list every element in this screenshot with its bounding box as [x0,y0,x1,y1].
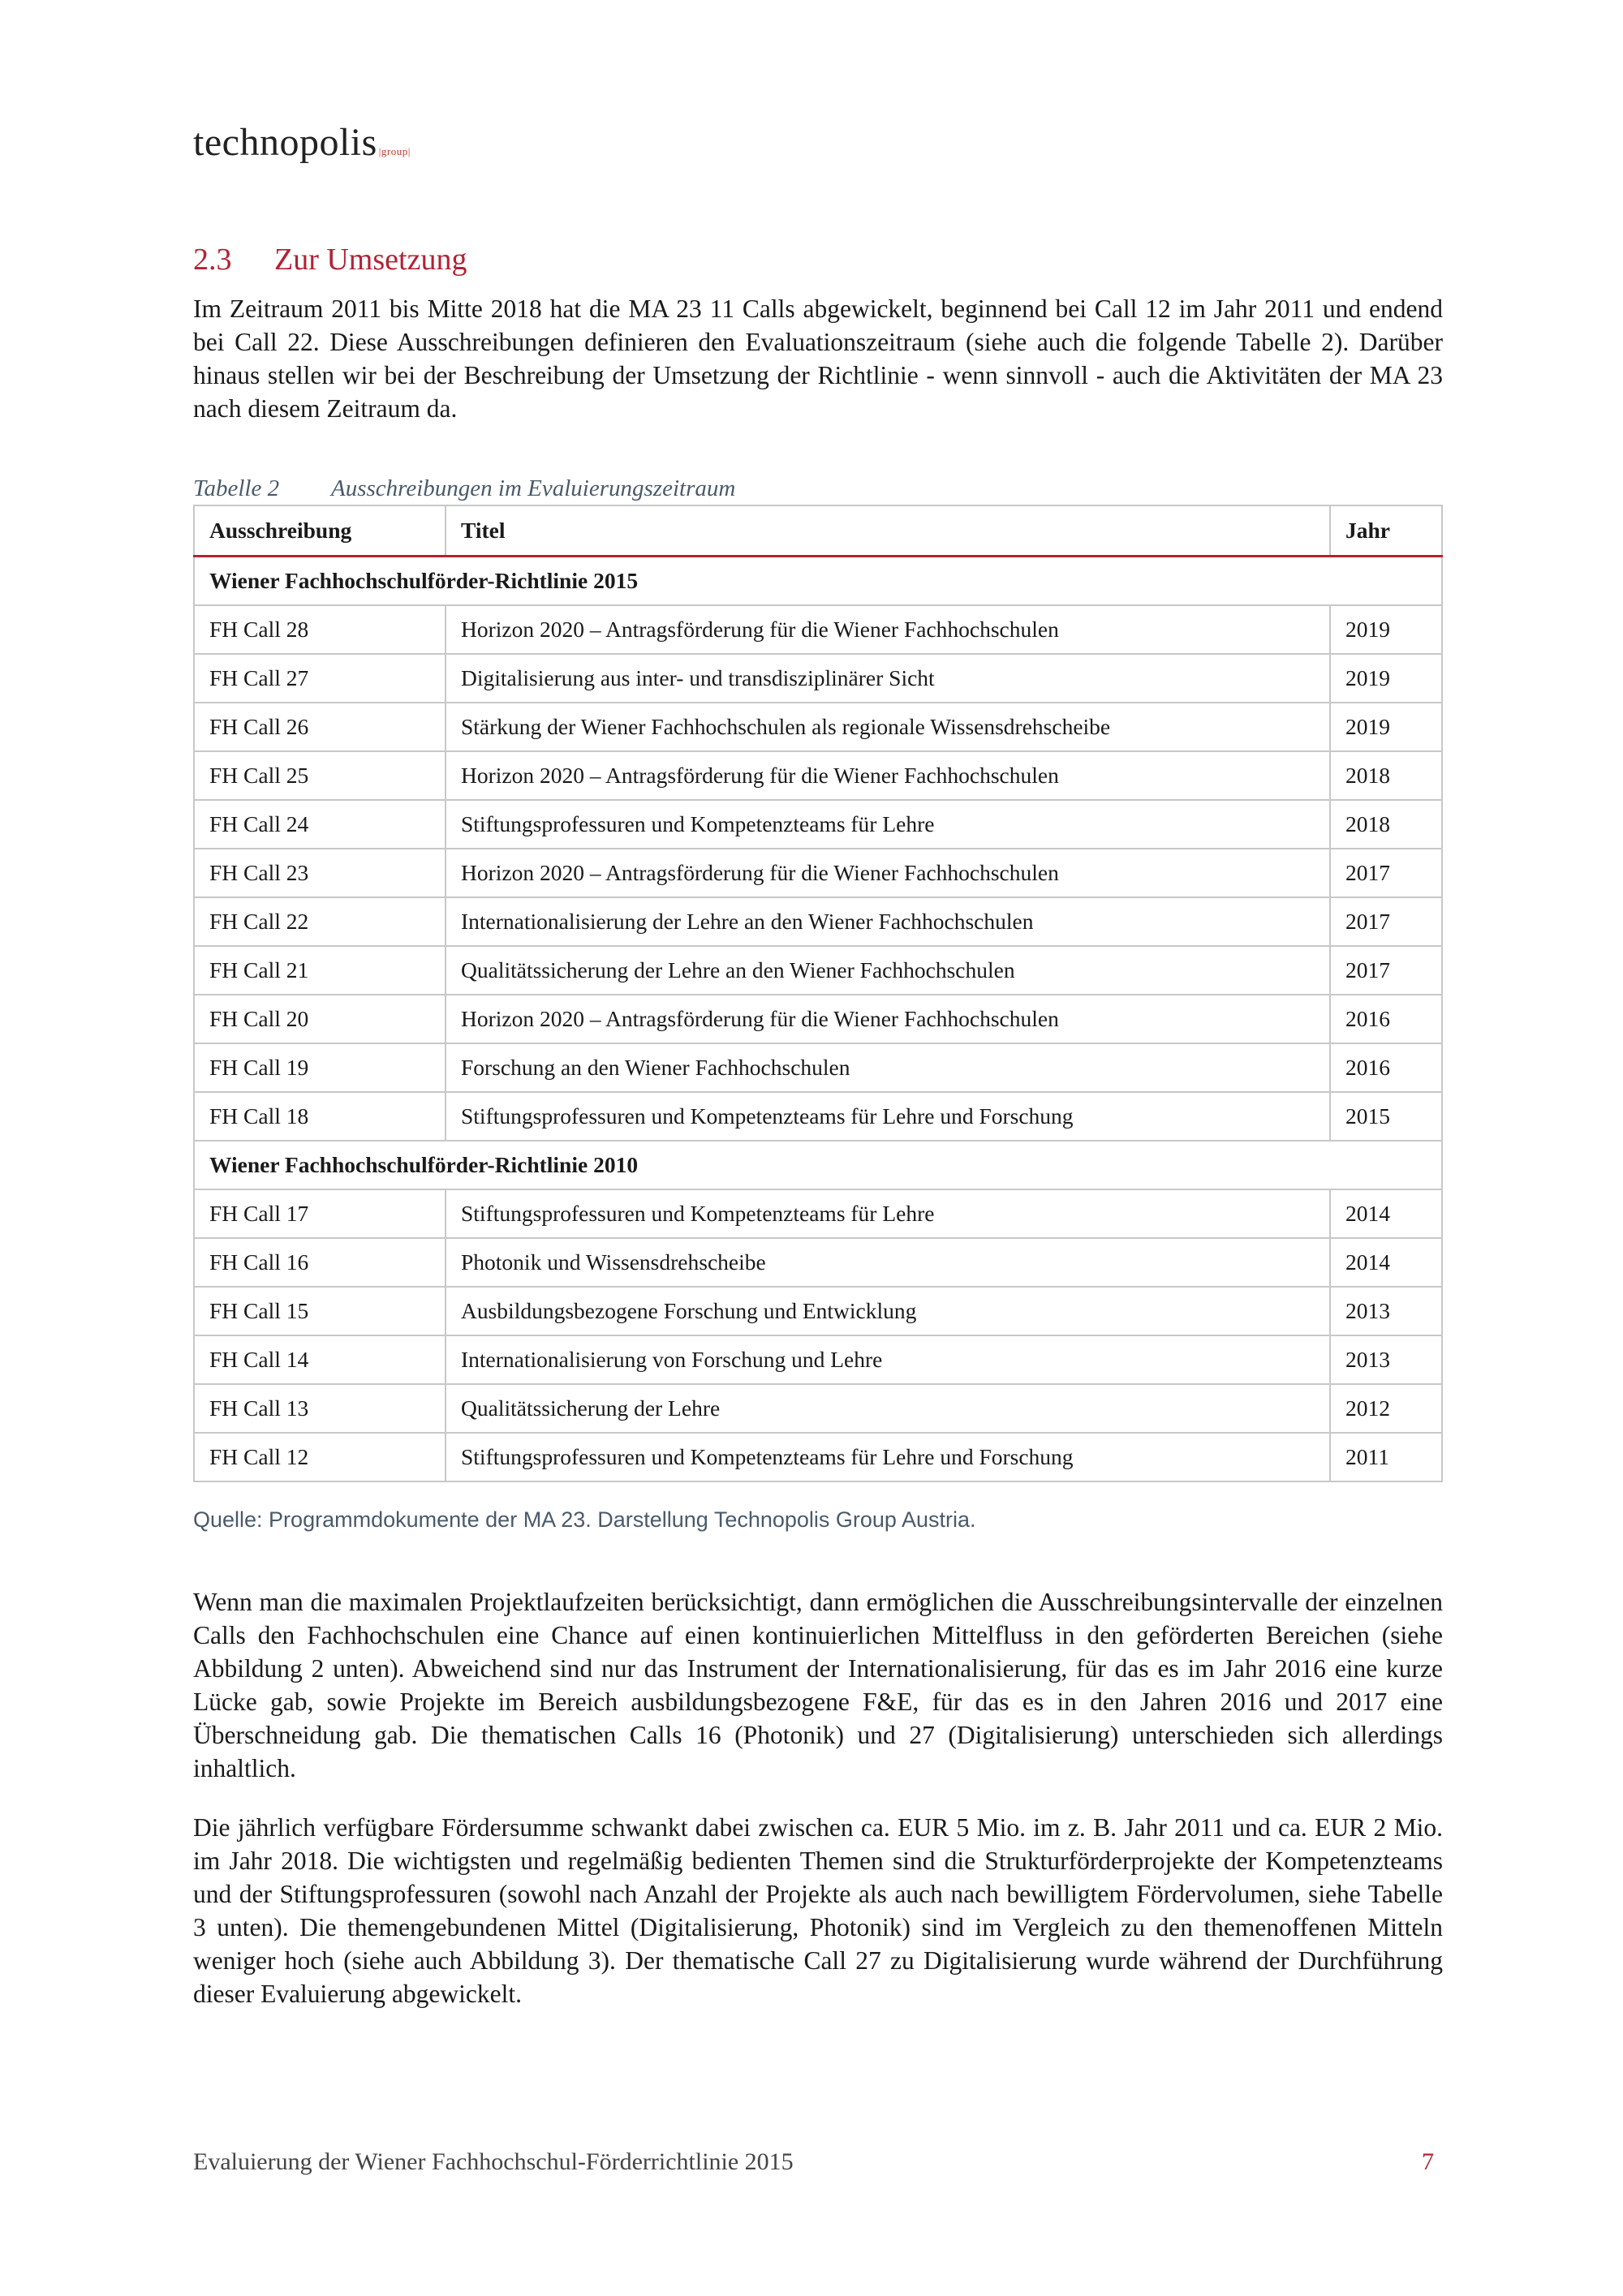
year-cell: 2011 [1330,1433,1442,1481]
title-cell: Qualitätssicherung der Lehre [446,1384,1330,1433]
call-cell: FH Call 27 [194,654,446,703]
title-cell: Horizon 2020 – Antragsförderung für die Wiener Fachhochschulen [446,751,1330,800]
year-cell: 2012 [1330,1384,1442,1433]
logo-suffix: |group| [378,145,411,157]
title-cell: Horizon 2020 – Antragsförderung für die Wiener Fachhochschulen [446,849,1330,897]
call-cell: FH Call 14 [194,1335,446,1384]
table-row [194,1189,1442,1238]
table-caption-title: Ausschreibungen im Evaluierungszeitraum [331,475,736,501]
table-row [194,1287,1442,1335]
group-label-2010: Wiener Fachhochschulförder-Richtlinie 2010 [194,1141,1442,1189]
table-row [194,1433,1442,1481]
title-cell: Digitalisierung aus inter- und transdisziplinärer Sicht [446,654,1330,703]
table-row [194,1043,1442,1092]
section-heading [193,242,467,277]
call-cell: FH Call 19 [194,1043,446,1092]
table-source: Quelle: Programmdokumente der MA 23. Darstellung Technopolis Group Austria. [193,1507,976,1532]
call-cell: FH Call 24 [194,800,446,849]
header-titel: Titel [446,505,1330,557]
table-row [194,703,1442,751]
section-title: Zur Umsetzung [274,243,467,277]
table-row [194,605,1442,654]
year-cell: 2016 [1330,1043,1442,1092]
title-cell: Internationalisierung der Lehre an den Wiener Fachhochschulen [446,897,1330,946]
title-cell: Horizon 2020 – Antragsförderung für die Wiener Fachhochschulen [446,995,1330,1043]
group-label-2015: Wiener Fachhochschulförder-Richtlinie 2015 [194,557,1442,606]
year-cell: 2015 [1330,1092,1442,1141]
call-cell: FH Call 25 [194,751,446,800]
table-caption-label: Tabelle 2 [193,475,280,501]
header-ausschreibung: Ausschreibung [194,505,446,557]
paragraph-intro: Im Zeitraum 2011 bis Mitte 2018 hat die MA 23 11 Calls abgewickelt, beginnend bei Call 12 im Jahr 2011 und endend bei Call 22. Diese Ausschreibungen definieren den Evaluationszeitraum (siehe auch die folgende Tabelle 2). Darüber hinaus stellen wir bei der Beschreibung der Umsetzung der Richtlinie - wenn sinnvoll - auch die Aktivitäten der MA 23 nach diesem Zeitraum da. [193,295,1443,423]
table-row [194,751,1442,800]
group-row-2015 [194,557,1442,606]
table-row [194,1384,1442,1433]
year-cell: 2019 [1330,605,1442,654]
year-cell: 2013 [1330,1287,1442,1335]
year-cell: 2016 [1330,995,1442,1043]
year-cell: 2019 [1330,654,1442,703]
title-cell: Horizon 2020 – Antragsförderung für die Wiener Fachhochschulen [446,605,1330,654]
title-cell: Qualitätssicherung der Lehre an den Wiener Fachhochschulen [446,946,1330,995]
footer-text: Evaluierung der Wiener Fachhochschul-Förderrichtlinie 2015 [193,2148,794,2175]
year-cell: 2018 [1330,800,1442,849]
title-cell: Photonik und Wissensdrehscheibe [446,1238,1330,1287]
table-header-row [194,505,1442,557]
paragraph-project-durations: Wenn man die maximalen Projektlaufzeiten berücksichtigt, dann ermöglichen die Ausschreibungsintervalle der einzelnen Calls den Fachhochschulen eine Chance auf einen kontinuierlichen Mittelfluss in den geförderten Bereichen (siehe Abbildung 2 unten). Abweichend sind nur das Instrument der Internationalisierung, für das es im Jahr 2016 eine kurze Lücke gab, sowie Projekte im Bereich ausbildungsbezogene F&E, für das es in den Jahren 2016 und 2017 eine Überschneidung gab. Die thematischen Calls 16 (Photonik) und 27 (Digitalisierung) unterschieden sich allerdings inhaltlich. [193,1588,1443,1782]
call-cell: FH Call 16 [194,1238,446,1287]
paragraph-funding-volume: Die jährlich verfügbare Fördersumme schwankt dabei zwischen ca. EUR 5 Mio. im z. B. Jahr 2011 und ca. EUR 2 Mio. im Jahr 2018. Die wichtigsten und regelmäßig bedienten Themen sind die Strukturförderprojekte der Kompetenzteams und der Stiftungsprofessuren (sowohl nach Anzahl der Projekte als auch nach bewilligtem Fördervolumen, siehe Tabelle 3 unten). Die themengebundenen Mittel (Digitalisierung, Photonik) sind im Vergleich zu den themenoffenen Mitteln weniger hoch (siehe auch Abbildung 3). Der thematische Call 27 zu Digitalisierung wurde während der Durchführung dieser Evaluierung abgewickelt. [193,1813,1443,2008]
group-row-2010 [194,1141,1442,1189]
table-row [194,995,1442,1043]
table-caption [193,475,735,502]
year-cell: 2014 [1330,1238,1442,1287]
year-cell: 2019 [1330,703,1442,751]
call-cell: FH Call 13 [194,1384,446,1433]
section-number: 2.3 [193,243,232,277]
year-cell: 2017 [1330,897,1442,946]
call-cell: FH Call 18 [194,1092,446,1141]
year-cell: 2013 [1330,1335,1442,1384]
table-row [194,1092,1442,1141]
title-cell: Stiftungsprofessuren und Kompetenzteams für Lehre [446,800,1330,849]
technopolis-logo [193,120,411,165]
call-cell: FH Call 21 [194,946,446,995]
year-cell: 2018 [1330,751,1442,800]
title-cell: Ausbildungsbezogene Forschung und Entwicklung [446,1287,1330,1335]
title-cell: Stiftungsprofessuren und Kompetenzteams für Lehre und Forschung [446,1092,1330,1141]
call-cell: FH Call 28 [194,605,446,654]
call-cell: FH Call 20 [194,995,446,1043]
title-cell: Internationalisierung von Forschung und Lehre [446,1335,1330,1384]
table-row [194,1238,1442,1287]
table-row [194,1335,1442,1384]
call-cell: FH Call 15 [194,1287,446,1335]
year-cell: 2017 [1330,946,1442,995]
title-cell: Stärkung der Wiener Fachhochschulen als regionale Wissensdrehscheibe [446,703,1330,751]
logo-text: technopolis [193,121,377,164]
title-cell: Stiftungsprofessuren und Kompetenzteams für Lehre [446,1189,1330,1238]
year-cell: 2017 [1330,849,1442,897]
title-cell: Forschung an den Wiener Fachhochschulen [446,1043,1330,1092]
table-row [194,654,1442,703]
table-row [194,800,1442,849]
call-cell: FH Call 17 [194,1189,446,1238]
call-cell: FH Call 12 [194,1433,446,1481]
title-cell: Stiftungsprofessuren und Kompetenzteams für Lehre und Forschung [446,1433,1330,1481]
call-cell: FH Call 22 [194,897,446,946]
call-cell: FH Call 26 [194,703,446,751]
page-number: 7 [1422,2148,1434,2175]
header-jahr: Jahr [1330,505,1442,557]
calls-table [193,505,1443,1482]
table-row [194,849,1442,897]
year-cell: 2014 [1330,1189,1442,1238]
table-row [194,946,1442,995]
table-row [194,897,1442,946]
call-cell: FH Call 23 [194,849,446,897]
